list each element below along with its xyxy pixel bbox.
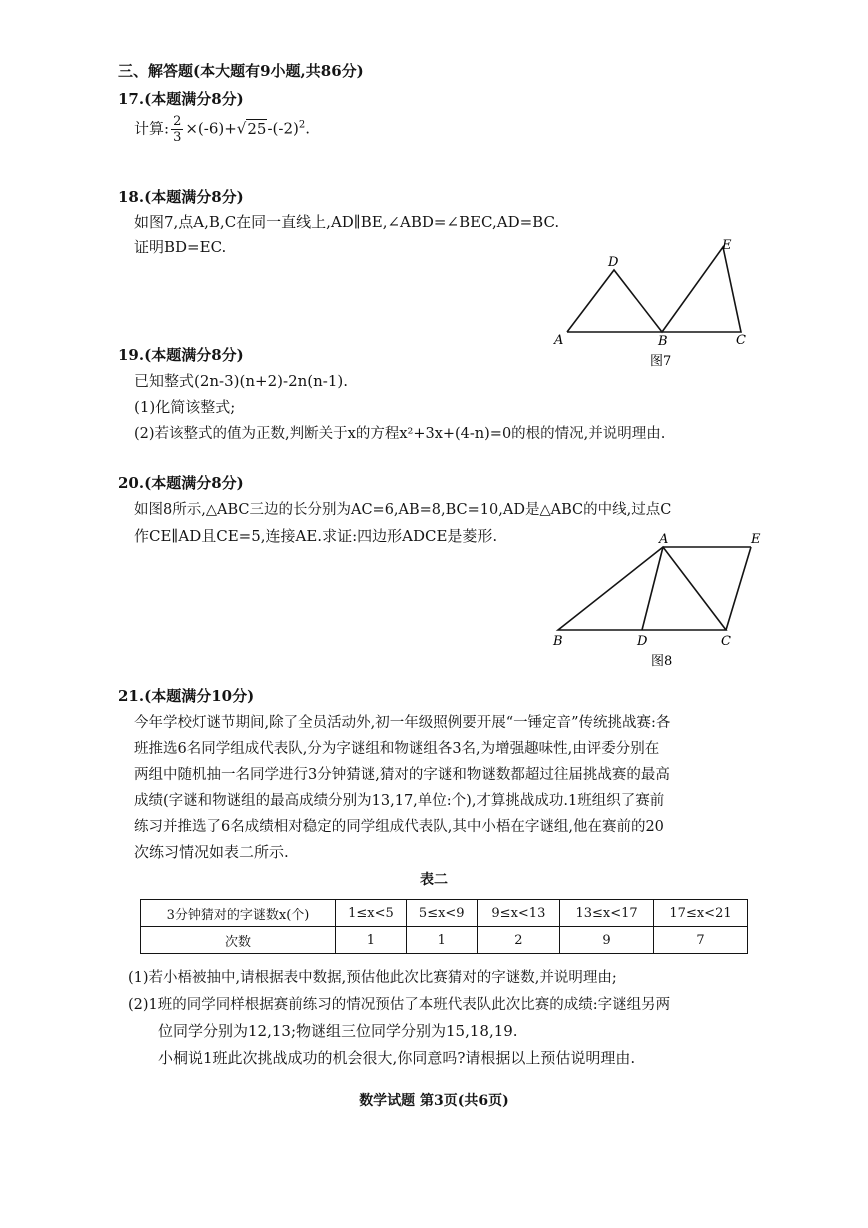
table-count-cell: 1 — [336, 927, 407, 954]
practice-table — [140, 899, 748, 954]
q17-expression — [134, 114, 310, 145]
table-range-cell: 13≤x<17 — [560, 900, 654, 927]
table-range-cell: 17≤x<21 — [654, 900, 748, 927]
q21-header: 21.(本题满分10分) — [118, 687, 255, 705]
q19-line2: (1)化简该整式; — [134, 398, 236, 416]
table-count-cell: 9 — [560, 927, 654, 954]
fig8-median-ad — [642, 547, 663, 630]
q20-line2: 作CE∥AD且CE=5,连接AE.求证:四边形ADCE是菱形. — [134, 527, 498, 545]
table-row-counts — [141, 927, 748, 954]
q21-subq2a: (2)1班的同学同样根据赛前练习的情况预估了本班代表队此次比赛的成绩:字谜组另两 — [128, 997, 671, 1013]
q21-p1: 今年学校灯谜节期间,除了全员活动外,初一年级照例要开展“一锤定音”传统挑战赛:各 — [134, 715, 671, 731]
q17-sqrt-arg: 25 — [247, 119, 267, 138]
fig7-lines — [567, 247, 741, 332]
q17-prefix: 计算: — [134, 119, 170, 138]
table-count-cell: 7 — [654, 927, 748, 954]
q18-line2: 证明BD=EC. — [134, 238, 227, 256]
q21-p4: 成绩(字谜和物谜组的最高成绩分别为13,17,单位:个),才算挑战成功.1班组织了赛前 — [134, 793, 665, 809]
table-count-cell: 1 — [406, 927, 477, 954]
q20-line1: 如图8所示,△ABC三边的长分别为AC=6,AB=8,BC=10,AD是△ABC的中线,过点C — [134, 502, 672, 518]
fig8-label-A: A — [659, 532, 669, 547]
fig7-label-B: B — [658, 334, 668, 349]
q19-line3: (2)若该整式的值为正数,判断关于x的方程x²+3x+(4-n)=0的根的情况,并说明理由. — [134, 426, 666, 442]
figure-7 — [552, 230, 772, 380]
fig8-triangle-abc — [558, 547, 726, 630]
q17-header: 17.(本题满分8分) — [118, 90, 244, 108]
q17-exponent: 2 — [298, 119, 306, 131]
q17-end: . — [305, 119, 310, 138]
fig8-caption: 图8 — [651, 654, 673, 669]
section-title: 三、解答题(本大题有9小题,共86分) — [118, 62, 364, 80]
q19-header: 19.(本题满分8分) — [118, 346, 244, 364]
q21-p3: 两组中随机抽一名同学进行3分钟猜谜,猜对的字谜和物谜数都超过往届挑战赛的最高 — [134, 767, 670, 783]
q17-part2: -(-2) — [267, 119, 299, 138]
table-header-label: 3分钟猜对的字谜数x(个) — [141, 900, 336, 927]
q21-p5: 练习并推选了6名成绩相对稳定的同学组成代表队,其中小梧在字谜组,他在赛前的20 — [134, 819, 664, 835]
page-footer: 数学试题 第3页(共6页) — [359, 1093, 509, 1109]
table-range-cell: 9≤x<13 — [477, 900, 559, 927]
q19-line1: 已知整式(2n-3)(n+2)-2n(n-1). — [134, 372, 349, 390]
table-range-cell: 1≤x<5 — [336, 900, 407, 927]
q21-p2: 班推选6名同学组成代表队,分为字谜组和物谜组各3名,为增强趣味性,由评委分别在 — [134, 741, 660, 757]
sqrt-symbol: √ — [236, 119, 247, 138]
q21-subq1: (1)若小梧被抽中,请根据表中数据,预估他此次比赛猜对的字谜数,并说明理由; — [128, 970, 617, 986]
fig8-label-B: B — [553, 634, 563, 649]
table-row-ranges — [141, 900, 748, 927]
fig8-label-E: E — [751, 532, 761, 547]
fig7-caption: 图7 — [650, 354, 672, 369]
fig8-label-D: D — [637, 634, 648, 649]
table-range-cell: 5≤x<9 — [406, 900, 477, 927]
q21-subq2b: 位同学分别为12,13;物谜组三位同学分别为15,18,19. — [158, 1022, 518, 1040]
table-title: 表二 — [420, 872, 448, 888]
q21-subq2c: 小桐说1班此次挑战成功的机会很大,你同意吗?请根据以上预估说明理由. — [158, 1049, 636, 1067]
q17-part1: ×(-6)+ — [185, 119, 237, 138]
table-count-label: 次数 — [141, 927, 336, 954]
table-count-cell: 2 — [477, 927, 559, 954]
fig7-label-C: C — [736, 333, 746, 348]
q21-p6: 次练习情况如表二所示. — [134, 843, 289, 861]
fig8-segment-ce — [726, 547, 751, 630]
fig8-label-C: C — [721, 634, 731, 649]
q18-line1: 如图7,点A,B,C在同一直线上,AD∥BE,∠ABD=∠BEC,AD=BC. — [134, 213, 560, 231]
q18-header: 18.(本题满分8分) — [118, 188, 244, 206]
fig7-label-E: E — [722, 238, 732, 253]
q20-header: 20.(本题满分8分) — [118, 474, 244, 492]
q17-fraction: $\frac{2}{3}$ — [173, 114, 182, 145]
fig7-label-A: A — [554, 333, 564, 348]
figure-8 — [545, 530, 775, 675]
fig7-label-D: D — [608, 255, 619, 270]
